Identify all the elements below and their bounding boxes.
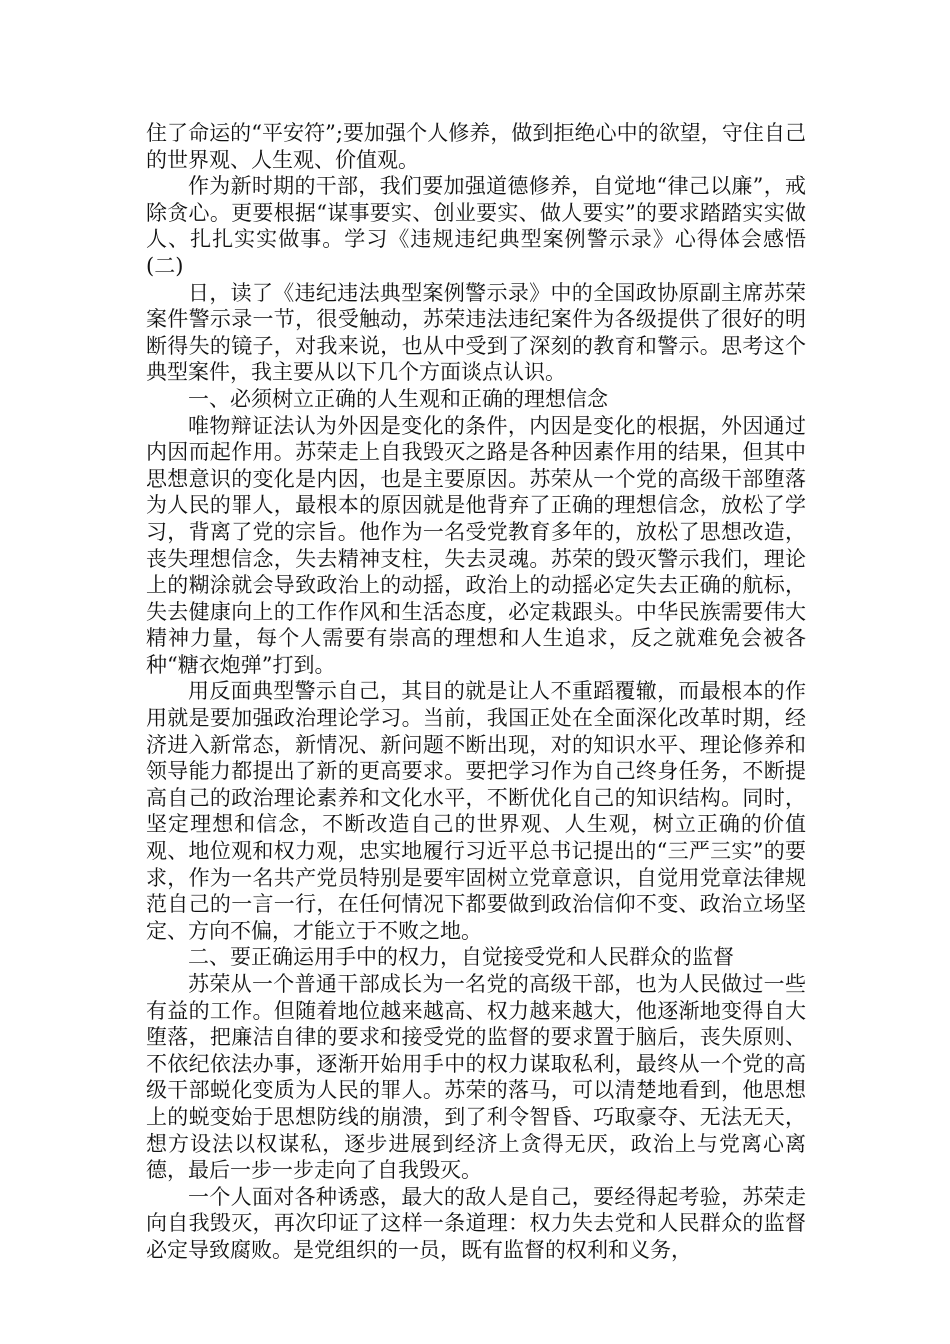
section-heading: 一、必须树立正确的人生观和正确的理想信念	[188, 386, 608, 411]
paragraph: 住了命运的“平安符”;要加强个人修养，做到拒绝心中的欲望，守住自己的世界观、人生观、价值观。	[146, 121, 806, 172]
paragraph: 作为新时期的干部，我们要加强道德修养，自觉地“律己以廉”，戒除贪心。更要根据“谋事要实、创业要实、做人要实”的要求踏踏实实做人、扎扎实实做事。学习《违规违纪典型案例警示录》心得体会感悟(二)	[146, 174, 806, 278]
section-heading: 二、要正确运用手中的权力，自觉接受党和人民群众的监督	[188, 945, 734, 970]
document-body	[146, 120, 806, 1264]
paragraph: 苏荣从一个普通干部成长为一名党的高级干部，也为人民做过一些有益的工作。但随着地位越来越高、权力越来越大，他逐渐地变得自大堕落，把廉洁自律的要求和接受党的监督的要求置于脑后，丧失原则、不依纪依法办事，逐渐开始用手中的权力谋取私利，最终从一个党的高级干部蜕化变质为人民的罪人。苏荣的落马，可以清楚地看到，他思想上的蜕变始于思想防线的崩溃，到了利令智昏、巧取豪夺、无法无天，想方设法以权谋私，逐步进展到经济上贪得无厌，政治上与党离心离德，最后一步一步走向了自我毁灭。	[146, 972, 806, 1183]
paragraph: 一个人面对各种诱惑，最大的敌人是自己，要经得起考验，苏荣走向自我毁灭，再次印证了这样一条道理：权力失去党和人民群众的监督必定导致腐败。是党组织的一员，既有监督的权利和义务，	[146, 1184, 806, 1262]
paragraph: 唯物辩证法认为外因是变化的条件，内因是变化的根据，外因通过内因而起作用。苏荣走上自我毁灭之路是各种因素作用的结果，但其中思想意识的变化是内因，也是主要原因。苏荣从一个党的高级干部堕落为人民的罪人，最根本的原因就是他背弃了正确的理想信念，放松了学习，背离了党的宗旨。他作为一名受党教育多年的，放松了思想改造，丧失理想信念，失去精神支柱，失去灵魂。苏荣的毁灭警示我们，理论上的糊涂就会导致政治上的动摇，政治上的动摇必定失去正确的航标，失去健康向上的工作作风和生活态度，必定栽跟头。中华民族需要伟大精神力量，每个人需要有崇高的理想和人生追求，反之就难免会被各种“糖衣炮弹”打到。	[146, 413, 806, 677]
paragraph: 日，读了《违纪违法典型案例警示录》中的全国政协原副主席苏荣案件警示录一节，很受触动，苏荣违法违纪案件为各级提供了很好的明断得失的镜子，对我来说，也从中受到了深刻的教育和警示。思考这个典型案件，我主要从以下几个方面谈点认识。	[146, 280, 806, 385]
paragraph: 用反面典型警示自己，其目的就是让人不重蹈覆辙，而最根本的作用就是要加强政治理论学习。当前，我国正处在全面深化改革时期，经济进入新常态，新情况、新问题不断出现，对的知识水平、理论修养和领导能力都提出了新的更高要求。要把学习作为自己终身任务，不断提高自己的政治理论素养和文化水平，不断优化自己的知识结构。同时，坚定理想和信念，不断改造自己的世界观、人生观，树立正确的价值观、地位观和权力观，忠实地履行习近平总书记提出的“三严三实”的要求，作为一名共产党员特别是要牢固树立党章意识，自觉用党章法律规范自己的一言一行，在任何情况下都要做到政治信仰不变、政治立场坚定、方向不偏，才能立于不败之地。	[146, 679, 806, 943]
